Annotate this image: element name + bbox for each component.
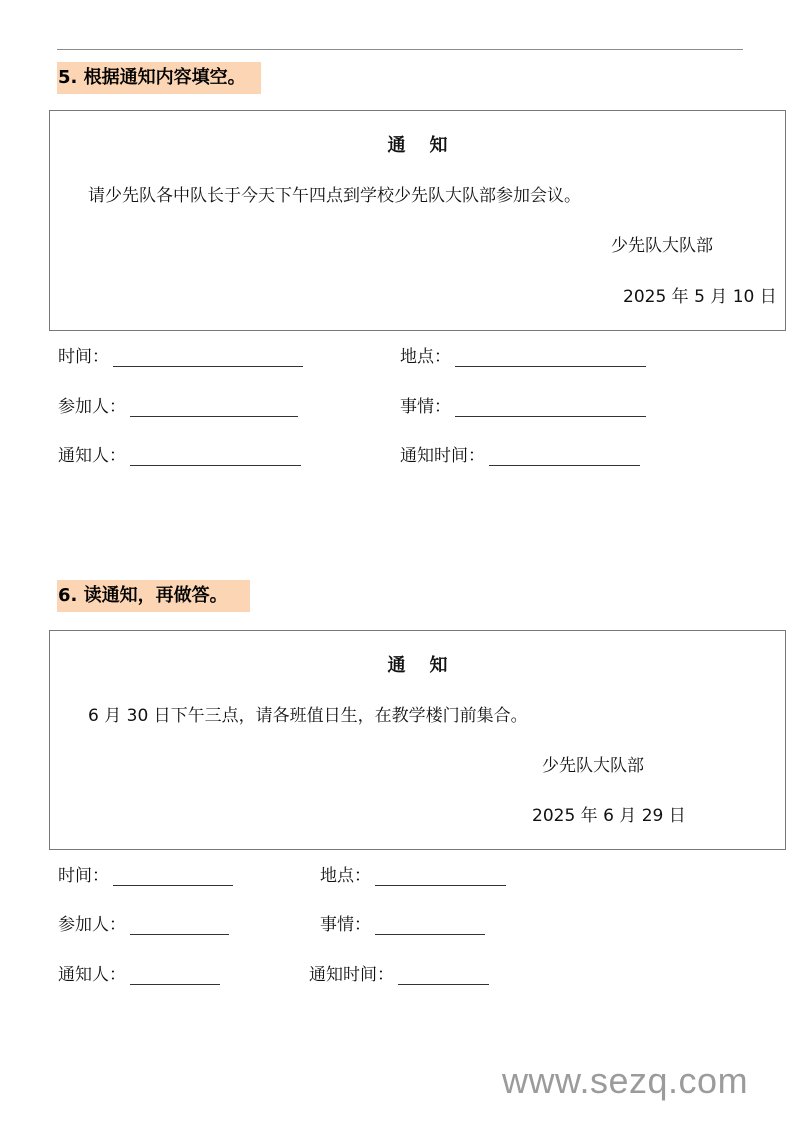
question-5-notice-box	[49, 110, 786, 331]
field-label: 事情：	[400, 397, 451, 417]
field-label: 时间：	[58, 866, 109, 886]
matter-answer-blank[interactable]	[455, 398, 646, 417]
q5-place-field	[400, 342, 646, 367]
field-label: 地点：	[320, 866, 371, 886]
field-label: 事情：	[320, 915, 371, 935]
notifier-answer-blank[interactable]	[130, 966, 220, 985]
notice-body: 6 月 30 日下午三点，请各班值日生，在教学楼门前集合。	[88, 706, 528, 726]
notice-signature: 少先队大队部	[542, 756, 644, 776]
notice-title: 通知	[387, 655, 472, 676]
notice-date: 2025 年 6 月 29 日	[532, 806, 686, 826]
top-divider	[57, 49, 743, 50]
q6-notice-time-field	[309, 960, 489, 985]
matter-answer-blank[interactable]	[375, 916, 485, 935]
q5-matter-field	[400, 392, 646, 417]
q6-matter-field	[320, 910, 485, 935]
notice-title: 通知	[387, 135, 472, 156]
watermark-text: www.sezq.com	[502, 1060, 749, 1101]
time-answer-blank[interactable]	[113, 348, 303, 367]
field-label: 通知时间：	[400, 446, 485, 466]
notice-body: 请少先队各中队长于今天下午四点到学校少先队大队部参加会议。	[88, 186, 581, 206]
notice-time-answer-blank[interactable]	[398, 966, 489, 985]
participants-answer-blank[interactable]	[130, 398, 298, 417]
q6-time-field	[58, 861, 233, 886]
field-label: 通知人：	[58, 446, 126, 466]
notice-time-answer-blank[interactable]	[489, 447, 640, 466]
field-label: 时间：	[58, 347, 109, 367]
participants-answer-blank[interactable]	[130, 916, 229, 935]
q5-notice-time-field	[400, 441, 640, 466]
notice-signature: 少先队大队部	[611, 236, 713, 256]
question-6-heading: 6. 读通知，再做答。	[57, 580, 250, 612]
q6-notifier-field	[58, 960, 220, 985]
notifier-answer-blank[interactable]	[130, 447, 301, 466]
place-answer-blank[interactable]	[375, 867, 506, 886]
q5-notifier-field	[58, 441, 301, 466]
question-5-heading: 5. 根据通知内容填空。	[57, 62, 261, 94]
field-label: 通知人：	[58, 965, 126, 985]
question-6-notice-box	[49, 630, 786, 850]
field-label: 参加人：	[58, 397, 126, 417]
q5-time-field	[58, 342, 303, 367]
field-label: 参加人：	[58, 915, 126, 935]
q6-place-field	[320, 861, 506, 886]
field-label: 地点：	[400, 347, 451, 367]
notice-date: 2025 年 5 月 10 日	[623, 287, 777, 307]
time-answer-blank[interactable]	[113, 867, 233, 886]
place-answer-blank[interactable]	[455, 348, 646, 367]
q6-participants-field	[58, 910, 229, 935]
q5-participants-field	[58, 392, 298, 417]
field-label: 通知时间：	[309, 965, 394, 985]
